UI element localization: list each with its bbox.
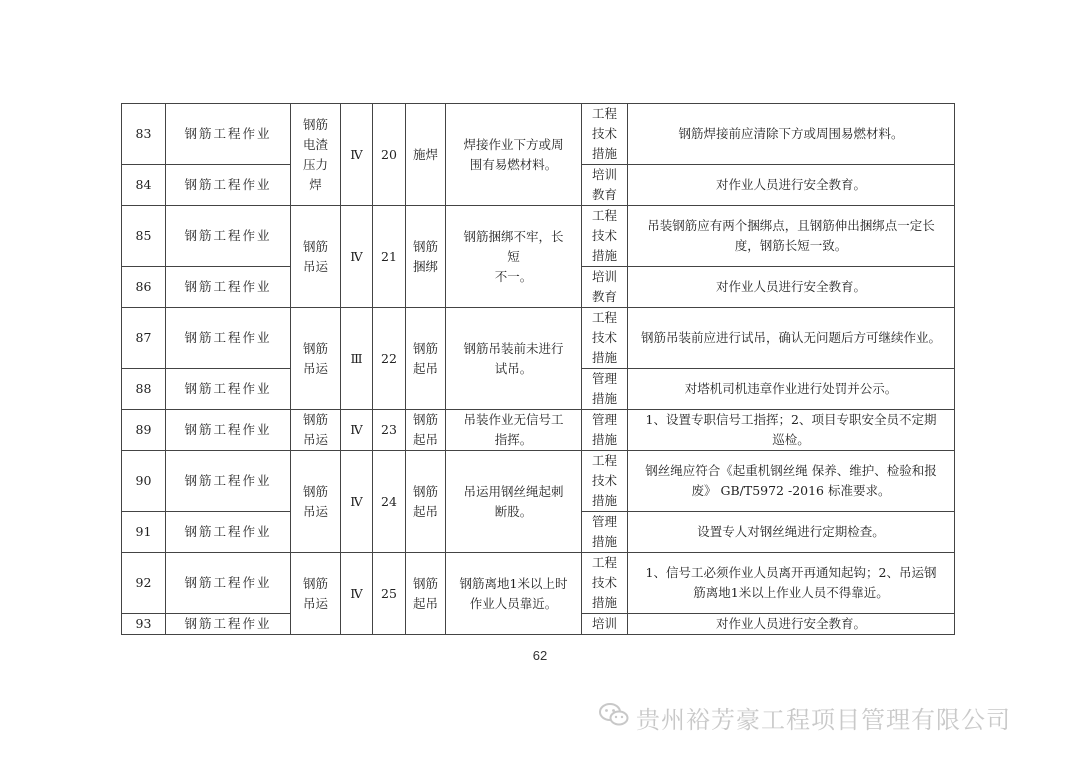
hazard-description-cell: 钢筋捆绑不牢，长短 不一。 [446,206,582,308]
hazard-number-cell: 21 [373,206,406,308]
activity-cell: 钢筋 起吊 [406,410,446,451]
watermark-text: 贵州裕芳豪工程项目管理有限公司 [636,706,1011,734]
row-number-cell: 87 [122,308,166,369]
measure-description-cell: 钢丝绳应符合《起重机钢丝绳 保养、维护、检验和报 废》 GB/T5972 -2016 标准要求。 [628,451,955,512]
project-cell: 钢筋工程作业 [166,614,291,635]
table-row [122,410,955,451]
activity-cell: 钢筋 起吊 [406,451,446,553]
measure-type-cell: 培训 [582,614,628,635]
work-scope-cell: 钢筋 电渣 压力 焊 [291,104,341,206]
hazard-description-cell: 吊运用钢丝绳起刺 断股。 [446,451,582,553]
risk-level-cell: Ⅲ [341,308,373,410]
risk-level-cell: Ⅳ [341,553,373,635]
table-row [122,451,955,512]
measure-description-cell: 1、信号工必须作业人员离开再通知起钩；2、吊运钢 筋离地1米以上作业人员不得靠近。 [628,553,955,614]
work-scope-cell: 钢筋 吊运 [291,410,341,451]
hazard-number-cell: 24 [373,451,406,553]
work-scope-cell: 钢筋 吊运 [291,553,341,635]
activity-cell: 施焊 [406,104,446,206]
activity-cell: 钢筋 捆绑 [406,206,446,308]
row-number-cell: 86 [122,267,166,308]
measure-description-cell: 对作业人员进行安全教育。 [628,267,955,308]
wechat-watermark [598,700,1011,735]
table-row [122,104,955,165]
project-cell: 钢筋工程作业 [166,512,291,553]
hazard-description-cell: 钢筋离地1米以上时 作业人员靠近。 [446,553,582,635]
measure-description-cell: 吊装钢筋应有两个捆绑点，且钢筋伸出捆绑点一定长 度，钢筋长短一致。 [628,206,955,267]
hazard-description-cell: 钢筋吊装前未进行 试吊。 [446,308,582,410]
row-number-cell: 89 [122,410,166,451]
measure-type-cell: 工程 技术 措施 [582,553,628,614]
row-number-cell: 93 [122,614,166,635]
work-scope-cell: 钢筋 吊运 [291,206,341,308]
row-number-cell: 83 [122,104,166,165]
project-cell: 钢筋工程作业 [166,206,291,267]
row-number-cell: 88 [122,369,166,410]
measure-description-cell: 对作业人员进行安全教育。 [628,614,955,635]
measure-type-cell: 管理 措施 [582,369,628,410]
risk-level-cell: Ⅳ [341,104,373,206]
project-cell: 钢筋工程作业 [166,553,291,614]
hazard-description-cell: 吊装作业无信号工 指挥。 [446,410,582,451]
risk-level-cell: Ⅳ [341,206,373,308]
row-number-cell: 90 [122,451,166,512]
page-number: 62 [532,648,548,663]
activity-cell: 钢筋 起吊 [406,308,446,410]
table-row [122,553,955,614]
row-number-cell: 91 [122,512,166,553]
measure-description-cell: 钢筋吊装前应进行试吊，确认无问题后方可继续作业。 [628,308,955,369]
measure-type-cell: 管理 措施 [582,410,628,451]
project-cell: 钢筋工程作业 [166,165,291,206]
project-cell: 钢筋工程作业 [166,104,291,165]
hazard-number-cell: 20 [373,104,406,206]
measure-type-cell: 工程 技术 措施 [582,206,628,267]
measure-description-cell: 设置专人对钢丝绳进行定期检查。 [628,512,955,553]
row-number-cell: 92 [122,553,166,614]
measure-type-cell: 管理 措施 [582,512,628,553]
project-cell: 钢筋工程作业 [166,369,291,410]
measure-type-cell: 工程 技术 措施 [582,451,628,512]
row-number-cell: 84 [122,165,166,206]
wechat-icon [598,702,636,734]
table-body [122,104,955,635]
measure-type-cell: 工程 技术 措施 [582,308,628,369]
measure-type-cell: 培训 教育 [582,165,628,206]
hazard-description-cell: 焊接作业下方或周 围有易燃材料。 [446,104,582,206]
project-cell: 钢筋工程作业 [166,451,291,512]
project-cell: 钢筋工程作业 [166,267,291,308]
activity-cell: 钢筋 起吊 [406,553,446,635]
row-number-cell: 85 [122,206,166,267]
risk-level-cell: Ⅳ [341,451,373,553]
hazard-number-cell: 25 [373,553,406,635]
hazard-measures-table [121,103,955,635]
risk-level-cell: Ⅳ [341,410,373,451]
table-row [122,206,955,267]
work-scope-cell: 钢筋 吊运 [291,451,341,553]
measure-type-cell: 工程 技术 措施 [582,104,628,165]
hazard-number-cell: 23 [373,410,406,451]
measure-type-cell: 培训 教育 [582,267,628,308]
table-row [122,308,955,369]
measure-description-cell: 对作业人员进行安全教育。 [628,165,955,206]
measure-description-cell: 钢筋焊接前应清除下方或周围易燃材料。 [628,104,955,165]
project-cell: 钢筋工程作业 [166,410,291,451]
measure-description-cell: 对塔机司机违章作业进行处罚并公示。 [628,369,955,410]
work-scope-cell: 钢筋 吊运 [291,308,341,410]
hazard-number-cell: 22 [373,308,406,410]
measure-description-cell: 1、设置专职信号工指挥；2、项目专职安全员不定期 巡检。 [628,410,955,451]
project-cell: 钢筋工程作业 [166,308,291,369]
